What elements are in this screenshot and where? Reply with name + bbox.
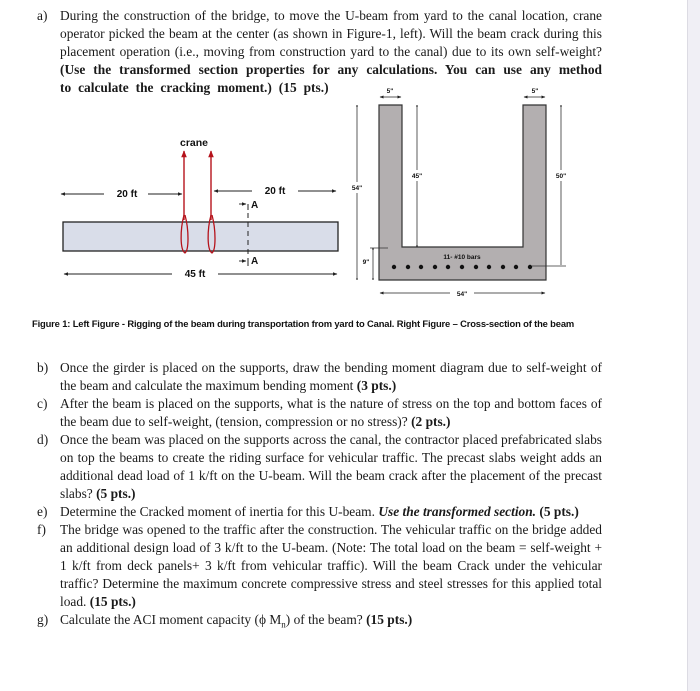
- question-f: [37, 521, 602, 611]
- vertical-scrollbar[interactable]: [687, 0, 700, 691]
- beam-elevation: [63, 222, 338, 251]
- question-label: f): [37, 522, 46, 537]
- crane-label: crane: [179, 137, 209, 149]
- dimension-web-right: [524, 88, 545, 97]
- dim-right-label: 20 ft: [264, 186, 286, 197]
- question-c: [37, 395, 602, 431]
- question-points: (2 pts.): [411, 414, 451, 429]
- question-text: Once the beam was placed on the supports across the canal, the contractor placed prefabricated slabs on top the beams to create the riding surface for vehicular traffic. The precast slabs weight adds an additional dead load of 1 k/ft on the U-beam. Will the beam crack after the placement of the precast slabs?: [60, 432, 602, 501]
- dimension-left-20ft: [61, 189, 182, 200]
- dim-left-label: 20 ft: [116, 189, 138, 200]
- question-points: (15 pts.): [89, 594, 136, 609]
- question-text: The bridge was opened to the traffic after the construction. The vehicular traffic on the bridge added an additional design load of 3 k/ft to the U-beam. (Note: The total load on the beam = self-weight + 1 k/ft from deck panels+ 3 k/ft from vehicular traffic). Will the beam Crack under the vehicular traffic? Determine the maximum concrete compressive stress and steel stresses for this applied total load.: [60, 522, 602, 609]
- question-label: a): [37, 8, 48, 23]
- question-text-after: ) of the beam?: [285, 612, 363, 627]
- dimension-total-45ft: [64, 269, 337, 280]
- figure-1: [0, 80, 687, 310]
- question-points: (Use the transformed section properties for any calculations. You can use any method to calculate the cracking moment.) (15 pts.): [60, 62, 602, 95]
- question-d: [37, 431, 602, 503]
- moment-subscript: n: [281, 619, 286, 630]
- moment-symbol: M: [266, 612, 282, 627]
- question-points: (3 pts.): [356, 378, 397, 393]
- question-b: [37, 359, 602, 395]
- dimension-total-height: [352, 106, 362, 279]
- svg-text:54": 54": [351, 185, 363, 192]
- question-text: Calculate the ACI moment capacity (: [60, 612, 259, 627]
- svg-text:5": 5": [531, 88, 539, 95]
- question-points: (5 pts.): [539, 504, 579, 519]
- dim-total-label: 45 ft: [184, 269, 206, 280]
- dimension-web-left: [380, 88, 401, 97]
- question-text: Determine the Cracked moment of inertia for this U-beam.: [60, 504, 375, 519]
- cross-section-diagram: [352, 88, 566, 298]
- svg-text:54": 54": [456, 291, 468, 298]
- dimension-total-width: [380, 291, 545, 298]
- question-label: e): [37, 504, 48, 519]
- question-label: d): [37, 432, 49, 447]
- svg-text:45": 45": [411, 173, 423, 180]
- section-mark-bottom: A: [251, 256, 259, 267]
- question-label: c): [37, 396, 48, 411]
- svg-text:5": 5": [386, 88, 394, 95]
- question-points: (15 pts.): [366, 612, 413, 627]
- question-e: [37, 503, 602, 521]
- rebar-label: 11- #10 bars: [443, 254, 481, 261]
- question-emphasis: Use the transformed section.: [378, 504, 537, 519]
- figure-caption: Figure 1: Left Figure - Rigging of the beam during transportation from yard to Canal. Right Figure – Cross-section of the beam: [32, 318, 575, 329]
- section-mark-top: A: [251, 200, 259, 211]
- question-label: b): [37, 360, 49, 375]
- svg-text:9": 9": [362, 259, 370, 266]
- svg-text:50": 50": [555, 173, 567, 180]
- question-text: After the beam is placed on the supports, what is the nature of stress on the top and bottom faces of the beam due to self-weight, (tension, compression or no stress)?: [60, 396, 602, 429]
- question-g: [37, 611, 602, 634]
- dimension-right-20ft: [214, 186, 336, 197]
- phi-symbol: ϕ: [258, 612, 266, 627]
- question-text: Once the girder is placed on the supports, draw the bending moment diagram due to self-weight of the beam and calculate the maximum bending moment: [60, 360, 602, 393]
- question-label: g): [37, 612, 49, 627]
- rigging-diagram: [61, 137, 338, 280]
- question-text: During the construction of the bridge, to move the U-beam from yard to the canal location, crane operator picked the beam at the center (as shown in Figure-1, left). Will the beam crack during this placement operation (i.e., moving from construction yard to the canal) due to its own self-weight?: [60, 8, 602, 59]
- question-points: (5 pts.): [96, 486, 136, 501]
- dimension-inner-height: [412, 106, 422, 246]
